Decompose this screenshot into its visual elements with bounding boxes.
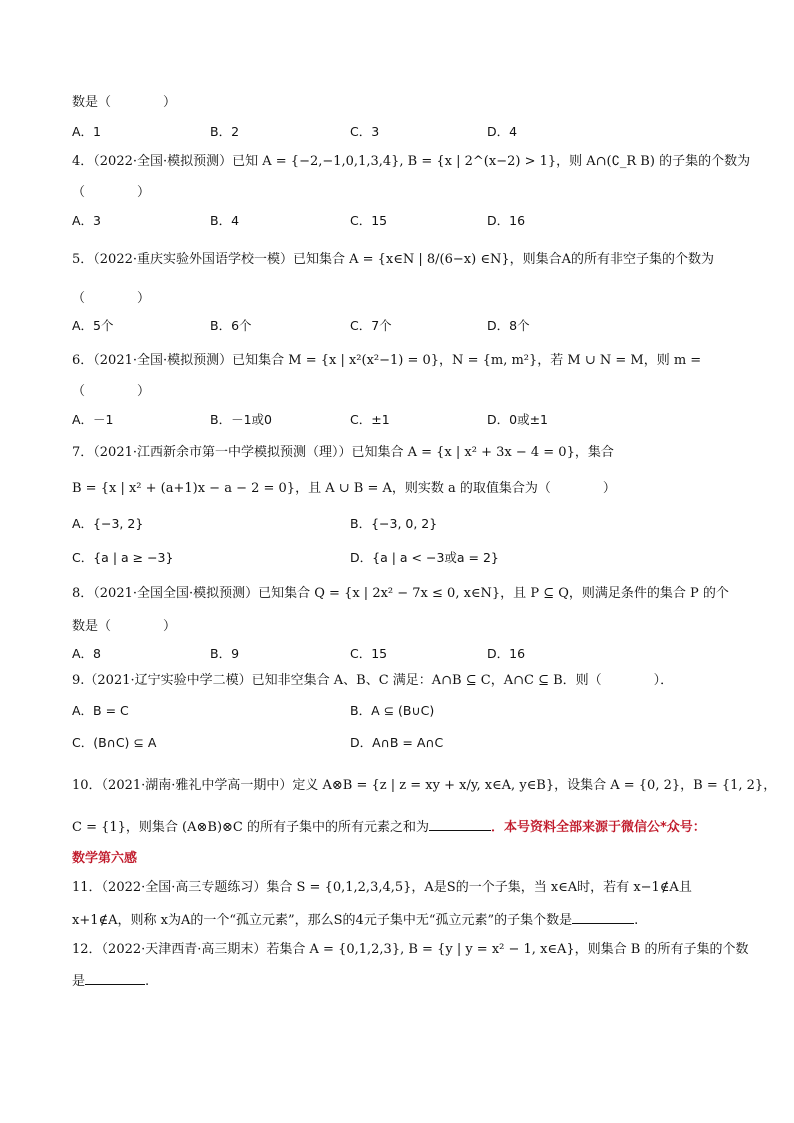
q12-tail: 是 bbox=[72, 974, 86, 989]
q8-option-a: A．8 bbox=[72, 646, 102, 661]
q10-text: C = {1}，则集合 (A⊗B)⊗C 的所有子集中的所有元素之和为 bbox=[72, 820, 429, 835]
q12-question: 12．（2022·天津西青·高三期末）若集合 A = {0,1,2,3}, B = {y | y = x² − 1, x∈A}，则集合 B 的所有子集的个数 bbox=[72, 942, 749, 957]
q4-option-b: B．4 bbox=[210, 213, 240, 228]
q8-tail: 数是（ ） bbox=[72, 619, 177, 634]
q3-option-b: B．2 bbox=[210, 124, 240, 139]
q7-option-d: D．{a | a < −3或a = 2} bbox=[350, 550, 499, 565]
q5-option-d: D．8个 bbox=[487, 318, 530, 333]
answer-blank bbox=[85, 972, 145, 985]
q6-option-b: B．－1或0 bbox=[210, 412, 272, 427]
q6-question: 6．（2021·全国·模拟预测）已知集合 M = {x | x²(x²−1) = 0}，N = {m, m²}，若 M ∪ N = M，则 m = bbox=[72, 353, 702, 368]
q4-question: 4．（2022·全国·模拟预测）已知 A = {−2,−1,0,1,3,4}, B = {x | 2^(x−2) > 1}，则 A∩(∁_R B) 的子集的个数为 bbox=[72, 154, 751, 169]
q9-option-c: C．(B∩C) ⊆ A bbox=[72, 735, 157, 750]
answer-blank bbox=[429, 818, 491, 831]
q7-question-cont: B = {x | x² + (a+1)x − a − 2 = 0}，且 A ∪ B = A，则实数 a 的取值集合为（ ） bbox=[72, 481, 616, 496]
q7-question: 7．（2021·江西新余市第一中学模拟预测（理））已知集合 A = {x | x² + 3x − 4 = 0}，集合 bbox=[72, 445, 614, 460]
q4-option-a: A．3 bbox=[72, 213, 102, 228]
q11-question: 11．（2022·全国·高三专题练习）集合 S = {0,1,2,3,4,5}，A是S的一个子集，当 x∈A时，若有 x−1∉A且 bbox=[72, 880, 692, 895]
q10-promo-text: ．本号资料全部来源于微信公*众号： bbox=[491, 820, 706, 835]
q4-option-c: C．15 bbox=[350, 213, 388, 228]
q5-paren: （ ） bbox=[72, 291, 151, 306]
q7-option-c: C．{a | a ≥ −3} bbox=[72, 550, 174, 565]
q8-option-d: D．16 bbox=[487, 646, 526, 661]
q8-option-b: B．9 bbox=[210, 646, 240, 661]
q11-question-cont: x+1∉A，则称 x为A的一个“孤立元素”，那么S的4元子集中无“孤立元素”的子集个数是 . bbox=[72, 913, 639, 928]
q12-question-cont: 是 . bbox=[72, 974, 150, 989]
q8-option-c: C．15 bbox=[350, 646, 388, 661]
q5-question: 5．（2022·重庆实验外国语学校一模）已知集合 A = {x∈N | 8/(6−x) ∈N}，则集合A的所有非空子集的个数为 bbox=[72, 252, 714, 267]
q4-option-d: D．16 bbox=[487, 213, 526, 228]
q9-question: 9.（2021·辽宁实验中学二模）已知非空集合 A、B、C 满足：A∩B ⊆ C，A∩C ⊆ B．则（ ）． bbox=[72, 673, 674, 688]
q9-option-a: A．B = C bbox=[72, 703, 129, 718]
answer-blank bbox=[572, 911, 634, 924]
q6-paren: （ ） bbox=[72, 384, 151, 399]
q10-question: 10．（2021·湖南·雅礼中学高一期中）定义 A⊗B = {z | z = xy + x/y, x∈A, y∈B}，设集合 A = {0, 2}，B = {1, 2}， bbox=[72, 778, 777, 793]
q3-option-c: C．3 bbox=[350, 124, 380, 139]
q9-option-b: B．A ⊆ (B∪C) bbox=[350, 703, 435, 718]
q9-option-d: D．A∩B = A∩C bbox=[350, 735, 444, 750]
q6-option-d: D．0或±1 bbox=[487, 412, 549, 427]
q3-option-a: A．1 bbox=[72, 124, 102, 139]
q3-option-d: D．4 bbox=[487, 124, 518, 139]
q6-option-c: C．±1 bbox=[350, 412, 390, 427]
q6-option-a: A．－1 bbox=[72, 412, 114, 427]
q7-option-b: B．{−3, 0, 2} bbox=[350, 516, 438, 531]
q10-question-cont bbox=[72, 818, 706, 837]
q8-question: 8．（2021·全国全国·模拟预测）已知集合 Q = {x | 2x² − 7x ≤ 0, x∈N}，且 P ⊆ Q，则满足条件的集合 P 的个 bbox=[72, 586, 729, 601]
q3-tail: 数是（ ） bbox=[72, 95, 177, 110]
q5-option-c: C．7个 bbox=[350, 318, 392, 333]
q5-option-a: A．5个 bbox=[72, 318, 114, 333]
q5-option-b: B．6个 bbox=[210, 318, 252, 333]
q7-option-a: A．{−3, 2} bbox=[72, 516, 144, 531]
q4-paren: （ ） bbox=[72, 185, 151, 200]
q11-text: x+1∉A，则称 x为A的一个“孤立元素”，那么S的4元子集中无“孤立元素”的子集个数是 bbox=[72, 913, 573, 928]
q10-promo-text-cont: 数学第六感 bbox=[72, 851, 138, 866]
